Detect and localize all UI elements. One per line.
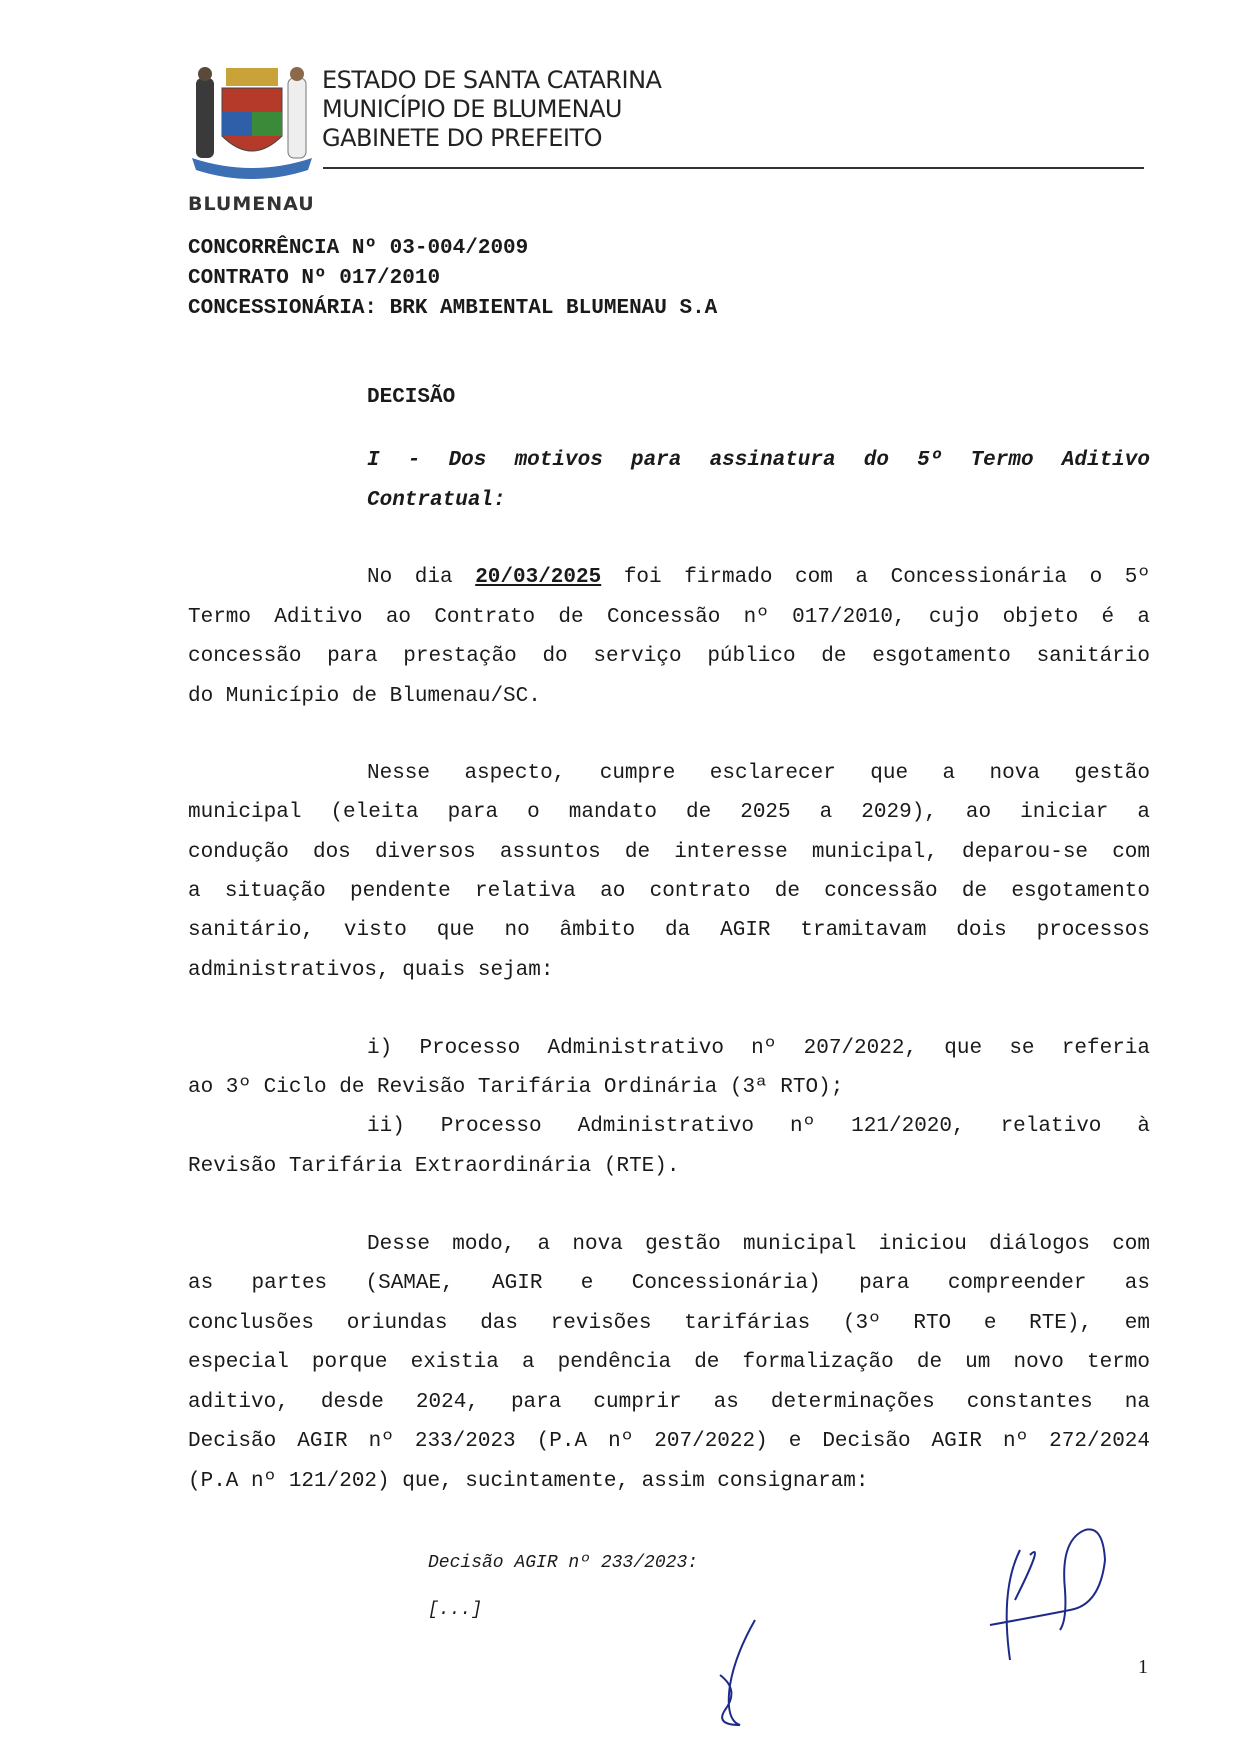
- quote-ellipsis: [...]: [428, 1600, 483, 1620]
- quote-title: Decisão AGIR nº 233/2023:: [428, 1553, 699, 1573]
- paragraph-3-line: as partes (SAMAE, AGIR e Concessionária) para compreender as: [188, 1272, 1150, 1295]
- paragraph-2-line: sanitário, visto que no âmbito da AGIR tramitavam dois processos: [188, 919, 1150, 942]
- signing-date: 20/03/2025: [475, 566, 602, 589]
- p1-prefix: No dia: [367, 566, 476, 589]
- list-item-i-cont: ao 3º Ciclo de Revisão Tarifária Ordinária (3ª RTO);: [188, 1076, 844, 1099]
- list-item-i: i) Processo Administrativo nº 207/2022, que se referia: [367, 1037, 1150, 1060]
- paragraph-2-line: a situação pendente relativa ao contrato de concessão de esgotamento: [188, 880, 1150, 903]
- paragraph-2-line: municipal (eleita para o mandato de 2025 a 2029), ao iniciar a: [188, 801, 1150, 824]
- paragraph-3-line: Desse modo, a nova gestão municipal iniciou diálogos com: [367, 1233, 1150, 1256]
- section-heading-cont: Contratual:: [367, 489, 506, 512]
- contrato-ref: CONTRATO Nº 017/2010: [188, 267, 441, 290]
- initials-signature-1: [700, 1615, 770, 1730]
- paragraph-3-line: especial porque existia a pendência de formalização de um novo termo: [188, 1351, 1150, 1374]
- initials-signature-2: [985, 1520, 1135, 1670]
- header-divider: [323, 167, 1144, 169]
- logo-caption: BLUMENAU: [188, 193, 315, 215]
- paragraph-2-line: administrativos, quais sejam:: [188, 959, 554, 982]
- header-municipality: MUNICÍPIO DE BLUMENAU: [322, 95, 622, 123]
- paragraph-3-line: Decisão AGIR nº 233/2023 (P.A nº 207/2022) e Decisão AGIR nº 272/2024: [188, 1430, 1150, 1453]
- paragraph-1-line: [367, 566, 1150, 592]
- header-state: ESTADO DE SANTA CATARINA: [322, 66, 662, 94]
- paragraph-1-line: do Município de Blumenau/SC.: [188, 685, 541, 708]
- document-title: DECISÃO: [367, 386, 456, 409]
- municipal-coat-of-arms-logo: [188, 66, 316, 215]
- page-number: 1: [1138, 1656, 1148, 1678]
- list-item-ii: ii) Processo Administrativo nº 121/2020, relativo à: [367, 1115, 1150, 1138]
- list-item-ii-cont: Revisão Tarifária Extraordinária (RTE).: [188, 1155, 680, 1178]
- paragraph-3-line: aditivo, desde 2024, para cumprir as determinações constantes na: [188, 1391, 1150, 1414]
- concorrencia-ref: CONCORRÊNCIA Nº 03-004/2009: [188, 237, 529, 260]
- header-office: GABINETE DO PREFEITO: [322, 124, 603, 152]
- p1-suffix: foi firmado com a Concessionária o 5º: [623, 566, 1150, 589]
- paragraph-1-line: Termo Aditivo ao Contrato de Concessão nº 017/2010, cujo objeto é a: [188, 606, 1150, 629]
- paragraph-1-line: concessão para prestação do serviço público de esgotamento sanitário: [188, 645, 1150, 668]
- paragraph-3-line: conclusões oriundas das revisões tarifárias (3º RTO e RTE), em: [188, 1312, 1150, 1335]
- paragraph-3-line: (P.A nº 121/202) que, sucintamente, assim consignaram:: [188, 1470, 869, 1493]
- concessionaria-ref: CONCESSIONÁRIA: BRK AMBIENTAL BLUMENAU S.A: [188, 297, 718, 320]
- section-heading: I - Dos motivos para assinatura do 5º Termo Aditivo: [367, 449, 1150, 472]
- paragraph-2-line: Nesse aspecto, cumpre esclarecer que a nova gestão: [367, 762, 1150, 785]
- paragraph-2-line: condução dos diversos assuntos de interesse municipal, deparou-se com: [188, 841, 1150, 864]
